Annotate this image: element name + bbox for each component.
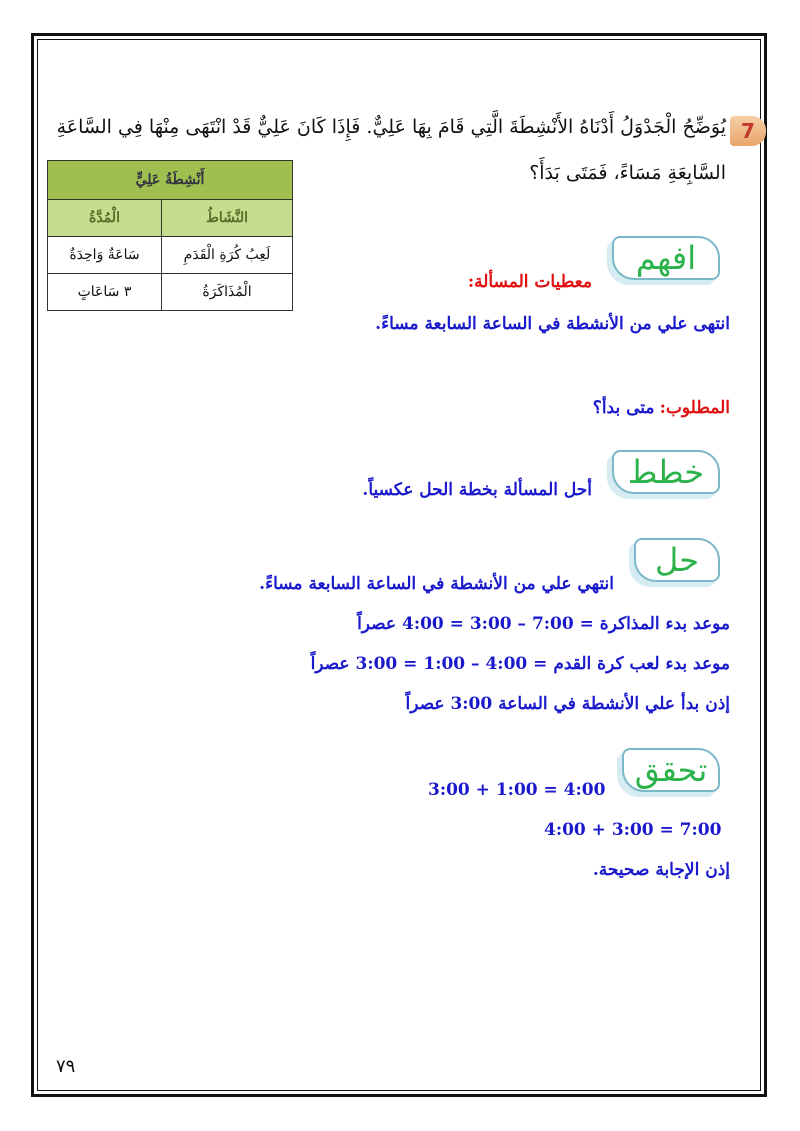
table-row: [48, 274, 293, 311]
page-number: ٧٩: [56, 1056, 76, 1077]
solve-line3: موعد بدء لعب كرة القدم = 4:00 – 1:00 = 3:00 عصراً: [310, 654, 730, 674]
table-cell: ٣ سَاعَاتٍ: [48, 274, 162, 311]
table-header-row: [48, 200, 293, 237]
check-badge: تحقق: [622, 748, 720, 792]
question-number: 7: [730, 116, 766, 146]
check-line3: إذن الإجابة صحيحة.: [592, 860, 730, 880]
givens-label: معطيات المسألة:: [467, 272, 592, 292]
check-line2: 4:00 + 3:00 = 7:00: [544, 820, 722, 840]
question-text-line2: السَّابِعَةِ مَسَاءً، فَمَتَى بَدَأَ؟: [529, 162, 726, 184]
solve-line1: انتهي علي من الأنشطة في الساعة السابعة مساءً.: [259, 574, 614, 594]
plan-badge: خطط: [612, 450, 720, 494]
understand-badge: افهم: [612, 236, 720, 280]
solve-badge: حل: [634, 538, 720, 582]
activities-table: [47, 160, 293, 311]
question-text-line1: يُوَضِّحُ الْجَدْوَلُ أَدْنَاهُ الأَنْشِطَةَ الَّتِي قَامَ بِهَا عَلِيٌّ. فَإِذَا كَانَ عَلِيٌّ قَدْ انْتَهَى مِنْهَا فِي السَّاعَةِ: [56, 116, 726, 138]
table-title: أَنْشِطَةُ عَلِيٍّ: [48, 161, 293, 200]
givens-text: انتهى علي من الأنشطة في الساعة السابعة مساءً.: [375, 314, 730, 334]
table-cell: الْمُذَاكَرَةُ: [162, 274, 293, 311]
table-cell: سَاعَةٌ وَاحِدَةٌ: [48, 237, 162, 274]
table-cell: لَعِبُ كُرَةِ الْقَدَمِ: [162, 237, 293, 274]
required-text: متى بدأ؟: [592, 398, 655, 418]
required-label: المطلوب:: [659, 398, 730, 418]
plan-text: أحل المسألة بخطة الحل عكسياً.: [362, 480, 592, 500]
solve-line4: إذن بدأ علي الأنشطة في الساعة 3:00 عصراً: [405, 694, 730, 714]
check-line1: 3:00 + 1:00 = 4:00: [428, 780, 606, 800]
solve-line2: موعد بدء المذاكرة = 7:00 – 3:00 = 4:00 عصراً: [357, 614, 730, 634]
table-row: [48, 237, 293, 274]
table-header-activity: النَّشَاطُ: [162, 200, 293, 237]
table-header-duration: الْمُدَّةُ: [48, 200, 162, 237]
required-line: [593, 398, 730, 418]
